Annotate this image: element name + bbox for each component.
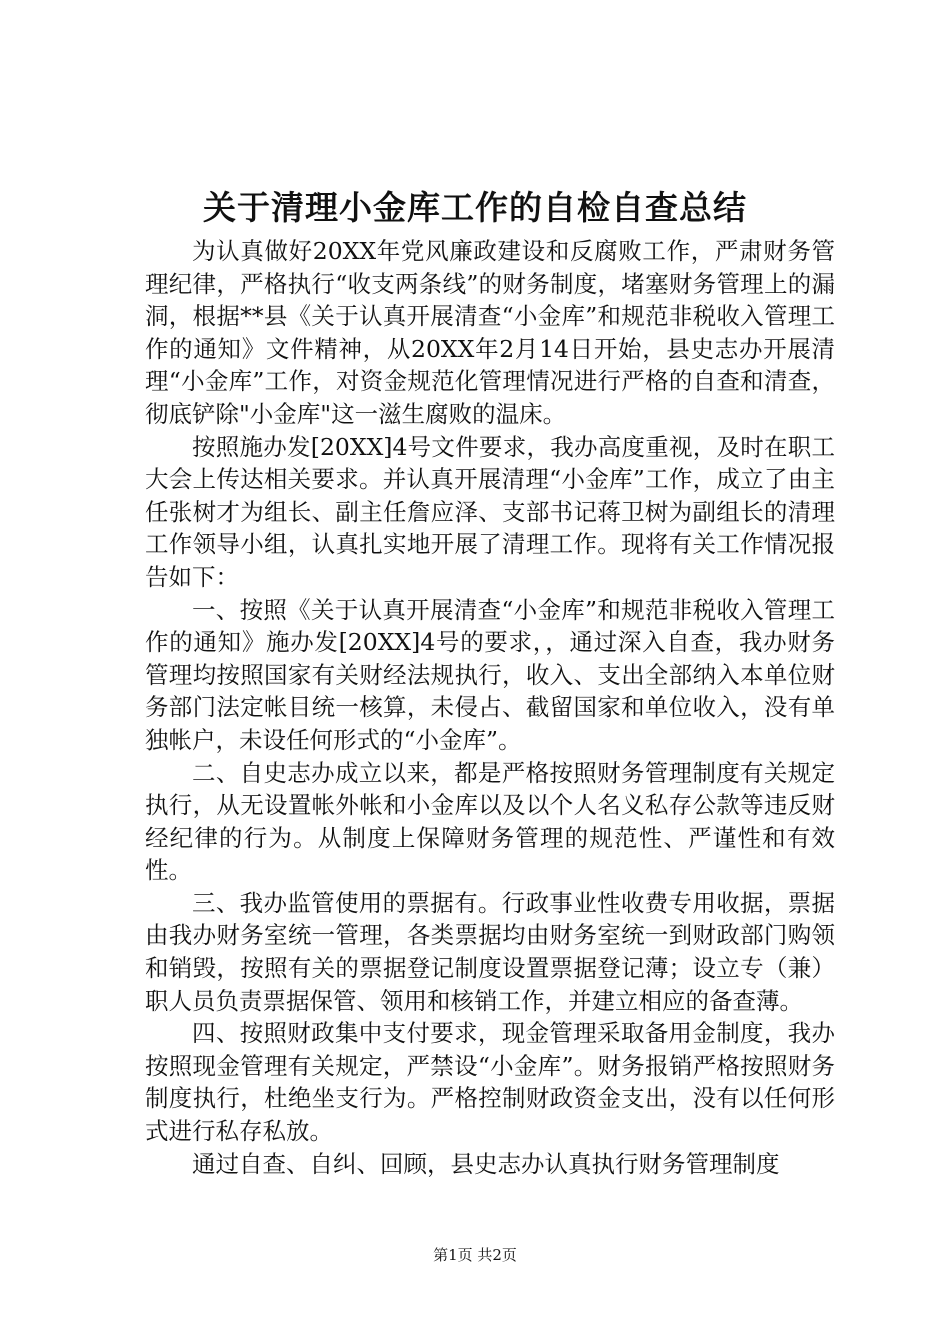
paragraph-item-2: 二、自史志办成立以来，都是严格按照财务管理制度有关规定执行，从无设置帐外帐和小金库以及以个人名义私存公款等违反财经纪律的行为。从制度上保障财务管理的规范性、严谨性和有效性。 [145,758,835,885]
document-body [145,235,835,1180]
paragraph-item-3: 三、我办监管使用的票据有。行政事业性收费专用收据，票据由我办财务室统一管理，各类票据均由财务室统一到财政部门购领和销毁，按照有关的票据登记制度设置票据登记薄；设立专（兼）职人员负责票据保管、领用和核销工作，并建立相应的备查薄。 [145,888,835,1015]
paragraph-conclusion: 通过自查、自纠、回顾，县史志办认真执行财务管理制度 [192,1149,780,1178]
paragraph-overview: 按照施办发[20XX]4号文件要求，我办高度重视，及时在职工大会上传达相关要求。并认真开展清理“小金库”工作，成立了由主任张树才为组长、副主任詹应泽、支部书记蒋卫树为副组长的清理工作领导小组，认真扎实地开展了清理工作。现将有关工作情况报告如下： [145,432,835,591]
paragraph-item-4: 四、按照财政集中支付要求，现金管理采取备用金制度，我办按照现金管理有关规定，严禁设“小金库”。财务报销严格按照财务制度执行，杜绝坐支行为。严格控制财政资金支出，没有以任何形式进行私存私放。 [145,1019,835,1146]
page-number-footer: 第1页 共2页 [433,1246,517,1264]
paragraph-item-1: 一、按照《关于认真开展清查“小金库”和规范非税收入管理工作的通知》施办发[20XX]4号的要求，，通过深入自查，我办财务管理均按照国家有关财经法规执行，收入、支出全部纳入本单位财务部门法定帐目统一核算，未侵占、截留国家和单位收入，没有单独帐户，未设任何形式的“小金库”。 [145,595,835,754]
paragraph-intro: 为认真做好20XX年党风廉政建设和反腐败工作，严肃财务管理纪律，严格执行“收支两条线”的财务制度，堵塞财务管理上的漏洞，根据**县《关于认真开展清查“小金库”和规范非税收入管理工作的通知》文件精神，从20XX年2月14日开始，县史志办开展清理“小金库”工作，对资金规范化管理情况进行严格的自查和清查，彻底铲除"小金库"这一滋生腐败的温床。 [145,237,835,428]
document-title: 关于清理小金库工作的自检自查总结 [203,188,747,227]
